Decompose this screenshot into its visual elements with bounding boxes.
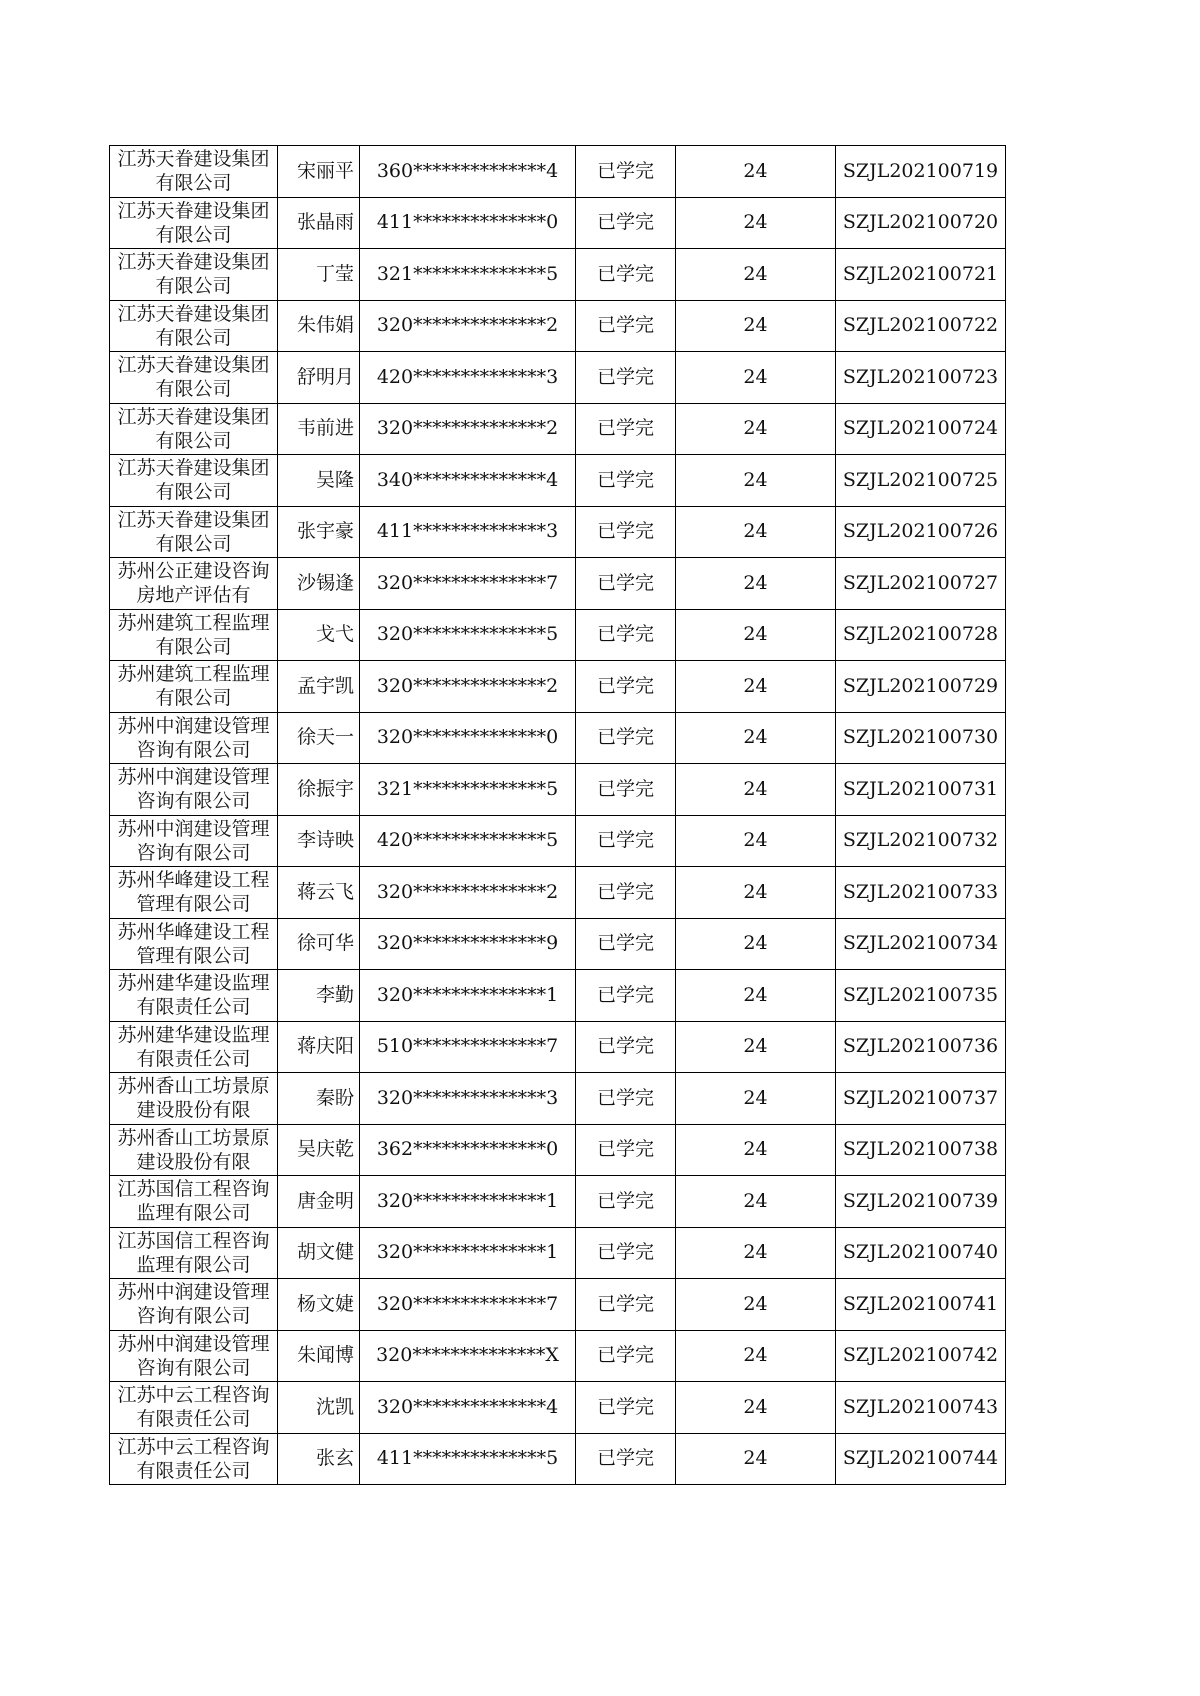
company-name: 苏州华峰建设工程管理有限公司: [117, 920, 270, 967]
company-cell: [110, 455, 278, 507]
status-cell: 已学完: [576, 815, 676, 867]
name-cell: 徐振宇: [278, 764, 360, 816]
table-row: [110, 764, 1006, 816]
status-cell: 已学完: [576, 661, 676, 713]
table-row: [110, 1330, 1006, 1382]
name-cell: 吴隆: [278, 455, 360, 507]
company-name: 江苏中云工程咨询有限责任公司: [117, 1435, 270, 1482]
id-number-cell: 320**************1: [360, 1227, 576, 1279]
hours-cell: 24: [676, 867, 836, 919]
hours-cell: 24: [676, 1176, 836, 1228]
status-cell: 已学完: [576, 455, 676, 507]
company-name: 苏州香山工坊景原建设股份有限: [117, 1075, 270, 1121]
status-cell: 已学完: [576, 609, 676, 661]
id-number-cell: 320**************4: [360, 1382, 576, 1434]
hours-cell: 24: [676, 712, 836, 764]
table-row: [110, 146, 1006, 198]
status-cell: 已学完: [576, 1227, 676, 1279]
id-number-cell: 420**************5: [360, 815, 576, 867]
company-cell: [110, 197, 278, 249]
table-row: [110, 609, 1006, 661]
id-number-cell: 320**************7: [360, 1279, 576, 1331]
hours-cell: 24: [676, 609, 836, 661]
status-cell: 已学完: [576, 1124, 676, 1176]
id-number-cell: 510**************7: [360, 1021, 576, 1073]
table-row: [110, 1124, 1006, 1176]
id-number-cell: 320**************7: [360, 558, 576, 610]
id-number-cell: 320**************X: [360, 1330, 576, 1382]
certificate-number-cell: SZJL202100732: [836, 815, 1006, 867]
name-cell: 李诗映: [278, 815, 360, 867]
company-name: 苏州建华建设监理有限责任公司: [117, 972, 270, 1018]
table-row: [110, 352, 1006, 404]
company-name: 苏州华峰建设工程管理有限公司: [117, 869, 270, 915]
certificate-number-cell: SZJL202100737: [836, 1073, 1006, 1125]
id-number-cell: 320**************1: [360, 970, 576, 1022]
certificate-number-cell: SZJL202100738: [836, 1124, 1006, 1176]
certificate-number-cell: SZJL202100731: [836, 764, 1006, 816]
name-cell: 秦盼: [278, 1073, 360, 1125]
certificate-number-cell: SZJL202100725: [836, 455, 1006, 507]
name-cell: 朱闻博: [278, 1330, 360, 1382]
table-row: [110, 1227, 1006, 1279]
id-number-cell: 321**************5: [360, 764, 576, 816]
company-cell: [110, 558, 278, 610]
hours-cell: 24: [676, 1330, 836, 1382]
company-cell: [110, 1382, 278, 1434]
company-name: 江苏天眷建设集团有限公司: [117, 302, 270, 349]
company-name: 苏州建华建设监理有限责任公司: [117, 1023, 270, 1070]
company-name: 苏州中润建设管理咨询有限公司: [117, 1281, 270, 1327]
name-cell: 舒明月: [278, 352, 360, 404]
id-number-cell: 411**************5: [360, 1433, 576, 1485]
company-name: 苏州中润建设管理咨询有限公司: [117, 1332, 270, 1379]
status-cell: 已学完: [576, 712, 676, 764]
status-cell: 已学完: [576, 1073, 676, 1125]
company-cell: [110, 1124, 278, 1176]
name-cell: 胡文健: [278, 1227, 360, 1279]
hours-cell: 24: [676, 764, 836, 816]
name-cell: 丁莹: [278, 249, 360, 301]
company-cell: [110, 815, 278, 867]
status-cell: 已学完: [576, 970, 676, 1022]
status-cell: 已学完: [576, 918, 676, 970]
table-row: [110, 558, 1006, 610]
hours-cell: 24: [676, 1021, 836, 1073]
company-cell: [110, 300, 278, 352]
table-body: [110, 146, 1006, 1485]
id-number-cell: 320**************3: [360, 1073, 576, 1125]
company-cell: [110, 352, 278, 404]
company-cell: [110, 970, 278, 1022]
certificate-number-cell: SZJL202100742: [836, 1330, 1006, 1382]
certificate-number-cell: SZJL202100727: [836, 558, 1006, 610]
certificate-number-cell: SZJL202100743: [836, 1382, 1006, 1434]
company-name: 苏州中润建设管理咨询有限公司: [117, 714, 270, 761]
company-name: 苏州中润建设管理咨询有限公司: [117, 766, 270, 812]
table-row: [110, 249, 1006, 301]
company-name: 江苏天眷建设集团有限公司: [117, 457, 270, 503]
hours-cell: 24: [676, 455, 836, 507]
company-cell: [110, 1227, 278, 1279]
table-row: [110, 455, 1006, 507]
name-cell: 李勤: [278, 970, 360, 1022]
id-number-cell: 320**************2: [360, 661, 576, 713]
certificate-number-cell: SZJL202100740: [836, 1227, 1006, 1279]
certificate-number-cell: SZJL202100744: [836, 1433, 1006, 1485]
id-number-cell: 321**************5: [360, 249, 576, 301]
status-cell: 已学完: [576, 197, 676, 249]
hours-cell: 24: [676, 249, 836, 301]
company-cell: [110, 712, 278, 764]
hours-cell: 24: [676, 1073, 836, 1125]
status-cell: 已学完: [576, 352, 676, 404]
name-cell: 宋丽平: [278, 146, 360, 198]
name-cell: 张晶雨: [278, 197, 360, 249]
status-cell: 已学完: [576, 1176, 676, 1228]
certificate-number-cell: SZJL202100721: [836, 249, 1006, 301]
company-cell: [110, 403, 278, 455]
status-cell: 已学完: [576, 146, 676, 198]
id-number-cell: 340**************4: [360, 455, 576, 507]
id-number-cell: 360**************4: [360, 146, 576, 198]
status-cell: 已学完: [576, 300, 676, 352]
table-row: [110, 918, 1006, 970]
id-number-cell: 320**************0: [360, 712, 576, 764]
company-cell: [110, 1176, 278, 1228]
status-cell: 已学完: [576, 867, 676, 919]
hours-cell: 24: [676, 197, 836, 249]
name-cell: 蒋庆阳: [278, 1021, 360, 1073]
company-name: 江苏中云工程咨询有限责任公司: [117, 1384, 270, 1430]
table-row: [110, 815, 1006, 867]
certificate-number-cell: SZJL202100722: [836, 300, 1006, 352]
hours-cell: 24: [676, 1227, 836, 1279]
certificate-number-cell: SZJL202100729: [836, 661, 1006, 713]
table-row: [110, 1021, 1006, 1073]
table-row: [110, 1433, 1006, 1485]
hours-cell: 24: [676, 1279, 836, 1331]
id-number-cell: 320**************2: [360, 403, 576, 455]
table-row: [110, 300, 1006, 352]
name-cell: 沙锡逢: [278, 558, 360, 610]
name-cell: 韦前进: [278, 403, 360, 455]
hours-cell: 24: [676, 1124, 836, 1176]
company-name: 江苏天眷建设集团有限公司: [117, 148, 270, 194]
table-row: [110, 1382, 1006, 1434]
name-cell: 吴庆乾: [278, 1124, 360, 1176]
table-row: [110, 403, 1006, 455]
certificate-number-cell: SZJL202100726: [836, 506, 1006, 558]
certificate-number-cell: SZJL202100720: [836, 197, 1006, 249]
hours-cell: 24: [676, 1433, 836, 1485]
company-name: 苏州建筑工程监理有限公司: [117, 611, 270, 658]
status-cell: 已学完: [576, 558, 676, 610]
status-cell: 已学完: [576, 403, 676, 455]
hours-cell: 24: [676, 918, 836, 970]
table-row: [110, 712, 1006, 764]
name-cell: 戈弋: [278, 609, 360, 661]
table-row: [110, 1279, 1006, 1331]
name-cell: 孟宇凯: [278, 661, 360, 713]
company-name: 江苏天眷建设集团有限公司: [117, 354, 270, 400]
company-name: 江苏国信工程咨询监理有限公司: [117, 1229, 270, 1276]
name-cell: 徐可华: [278, 918, 360, 970]
status-cell: 已学完: [576, 1433, 676, 1485]
table-row: [110, 661, 1006, 713]
status-cell: 已学完: [576, 1279, 676, 1331]
id-number-cell: 420**************3: [360, 352, 576, 404]
name-cell: 沈凯: [278, 1382, 360, 1434]
hours-cell: 24: [676, 403, 836, 455]
company-cell: [110, 661, 278, 713]
company-cell: [110, 1073, 278, 1125]
certificate-number-cell: SZJL202100723: [836, 352, 1006, 404]
hours-cell: 24: [676, 300, 836, 352]
name-cell: 张宇豪: [278, 506, 360, 558]
hours-cell: 24: [676, 970, 836, 1022]
hours-cell: 24: [676, 1382, 836, 1434]
hours-cell: 24: [676, 815, 836, 867]
company-cell: [110, 609, 278, 661]
company-name: 苏州香山工坊景原建设股份有限: [117, 1126, 270, 1173]
table-row: [110, 1073, 1006, 1125]
company-cell: [110, 918, 278, 970]
company-cell: [110, 1330, 278, 1382]
training-records-table: [109, 145, 1006, 1485]
id-number-cell: 320**************9: [360, 918, 576, 970]
certificate-number-cell: SZJL202100728: [836, 609, 1006, 661]
company-name: 苏州建筑工程监理有限公司: [117, 663, 270, 709]
certificate-number-cell: SZJL202100735: [836, 970, 1006, 1022]
hours-cell: 24: [676, 661, 836, 713]
id-number-cell: 320**************2: [360, 300, 576, 352]
company-cell: [110, 1433, 278, 1485]
name-cell: 唐金明: [278, 1176, 360, 1228]
certificate-number-cell: SZJL202100734: [836, 918, 1006, 970]
hours-cell: 24: [676, 558, 836, 610]
company-cell: [110, 146, 278, 198]
company-name: 江苏天眷建设集团有限公司: [117, 405, 270, 452]
name-cell: 蒋云飞: [278, 867, 360, 919]
name-cell: 杨文婕: [278, 1279, 360, 1331]
certificate-number-cell: SZJL202100730: [836, 712, 1006, 764]
certificate-number-cell: SZJL202100733: [836, 867, 1006, 919]
name-cell: 朱伟娟: [278, 300, 360, 352]
hours-cell: 24: [676, 506, 836, 558]
company-cell: [110, 506, 278, 558]
status-cell: 已学完: [576, 249, 676, 301]
company-cell: [110, 1021, 278, 1073]
certificate-number-cell: SZJL202100741: [836, 1279, 1006, 1331]
id-number-cell: 411**************3: [360, 506, 576, 558]
id-number-cell: 362**************0: [360, 1124, 576, 1176]
id-number-cell: 320**************1: [360, 1176, 576, 1228]
name-cell: 张玄: [278, 1433, 360, 1485]
table-row: [110, 867, 1006, 919]
status-cell: 已学完: [576, 1021, 676, 1073]
company-cell: [110, 249, 278, 301]
name-cell: 徐天一: [278, 712, 360, 764]
company-cell: [110, 1279, 278, 1331]
status-cell: 已学完: [576, 506, 676, 558]
company-name: 江苏天眷建设集团有限公司: [117, 251, 270, 297]
hours-cell: 24: [676, 352, 836, 404]
hours-cell: 24: [676, 146, 836, 198]
company-cell: [110, 867, 278, 919]
company-name: 苏州中润建设管理咨询有限公司: [117, 817, 270, 864]
certificate-number-cell: SZJL202100719: [836, 146, 1006, 198]
status-cell: 已学完: [576, 1330, 676, 1382]
id-number-cell: 320**************2: [360, 867, 576, 919]
table-row: [110, 970, 1006, 1022]
table-row: [110, 506, 1006, 558]
status-cell: 已学完: [576, 1382, 676, 1434]
id-number-cell: 320**************5: [360, 609, 576, 661]
company-cell: [110, 764, 278, 816]
company-name: 江苏国信工程咨询监理有限公司: [117, 1178, 270, 1224]
certificate-number-cell: SZJL202100739: [836, 1176, 1006, 1228]
table-row: [110, 197, 1006, 249]
company-name: 江苏天眷建设集团有限公司: [117, 508, 270, 555]
certificate-number-cell: SZJL202100724: [836, 403, 1006, 455]
company-name: 江苏天眷建设集团有限公司: [117, 199, 270, 246]
company-name: 苏州公正建设咨询房地产评估有: [117, 560, 270, 606]
table-row: [110, 1176, 1006, 1228]
certificate-number-cell: SZJL202100736: [836, 1021, 1006, 1073]
status-cell: 已学完: [576, 764, 676, 816]
id-number-cell: 411**************0: [360, 197, 576, 249]
